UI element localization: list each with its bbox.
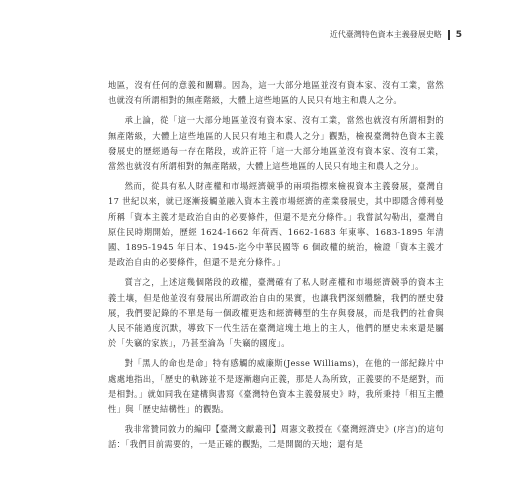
running-title: 近代臺灣特色資本主義發展史略 bbox=[329, 30, 442, 39]
body-text bbox=[108, 78, 444, 458]
paragraph: 然而，從具有私人財產權和市場經濟競爭的兩項指標來檢視資本主義發展，臺灣自 17 世紀以來，就已逐漸接觸並融入資本主義市場經濟的產業發展史，其中即隱含傅利曼所稱「資本主義才是政治自由的必要條件，但還不是充分條件。」我嘗試勾勒出，臺灣自原住民時期開始，歷經 1624-1662 年荷西、1662-1683 年東寧、1683-1895 年清國、1895-1945 年日本、1945-迄今中華民國等 6 個政權的統治，檢證「資本主義才是政治自由的必要條件，但還不是充分條件。」 bbox=[108, 181, 444, 268]
paragraph: 地區，沒有任何的意義和關聯。因為，這一大部分地區並沒有資本家、沒有工業，當然也就沒有所謂相對的無產階級，大體上這些地區的人民只有地主和農人之分。 bbox=[108, 80, 444, 106]
paragraph: 質言之，上述這幾個階段的政權，臺灣確有了私人財產權和市場經濟競爭的資本主義土壤，但是他並沒有發展出所謂政治自由的果實，也讓我們深刻體驗，我們的歷史發展，我們要記錄的不單是每一個政權更迭和經濟轉型的生存與發展，而是我們的社會與人民不能過度沉默，導致下一代生活在臺灣這塊土地上的主人，他們的歷史未來還是屬於「失竊的家族」，乃甚至淪為「失竊的國度」。 bbox=[108, 277, 444, 349]
running-header bbox=[252, 29, 462, 40]
page-number: 5 bbox=[455, 29, 462, 40]
header-divider bbox=[448, 30, 450, 40]
paragraph: 承上論，從「這一大部分地區並沒有資本家、沒有工業，當然也就沒有所謂相對的無產階級，大體上這些地區的人民只有地主和農人之分」觀點，檢視臺灣特色資本主義發展史的歷經過每一存在階段，或許正符「這一大部分地區並沒有資本家、沒有工業，當然也就沒有所謂相對的無產階級，大體上這些地區的人民只有地主和農人之分」。 bbox=[108, 115, 444, 172]
paragraph: 對「黑人的命也是命」特有感觸的威廉斯(Jesse Williams)，在他的一部紀錄片中處處地指出，「歷史的軌跡並不是逐漸趨向正義，那是人為所致，正義要的不是絕對，而是相對。」就如同我在建構與書寫《臺灣特色資本主義發展史》時，我所秉持「相互主體性」與「歷史結構性」的觀點。 bbox=[108, 358, 444, 415]
paragraph: 我非常贊同敦力的編印【臺灣文獻叢刊】周憲文教授在《臺灣經濟史》(序言)的這句話：「我們目前需要的，一是正確的觀點，二是開闊的天地；還有是 bbox=[108, 424, 444, 450]
